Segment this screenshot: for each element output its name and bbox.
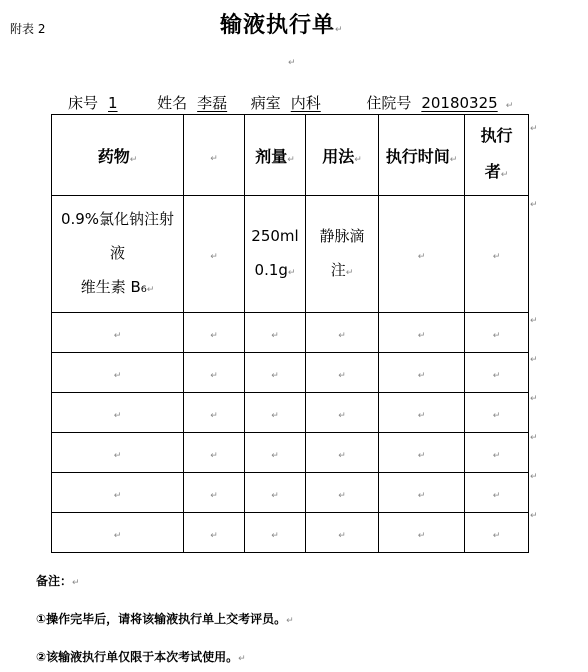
note-item: ①操作完毕后，请将该输液执行单上交考评员。↵ (36, 612, 294, 626)
bed-label: 床号 (68, 94, 99, 112)
executor-cell: ↵ (465, 196, 529, 313)
table-row: ↵ ↵ ↵ ↵ ↵ ↵ (52, 353, 529, 393)
table-row: ↵ ↵ ↵ ↵ ↵ ↵ (52, 433, 529, 473)
header-exec-time: 执行时间↵ (379, 115, 465, 196)
row-end-mark: ↵ (530, 124, 538, 134)
name-value: 李磊 (197, 94, 228, 112)
row-end-mark: ↵ (530, 200, 538, 210)
usage-line: 注↵ (330, 260, 354, 279)
drug-line: 液 (109, 243, 125, 262)
row-end-mark: ↵ (530, 355, 538, 365)
note-item: ②该输液执行单仅限于本次考试使用。↵ (36, 650, 246, 664)
header-executor: 执行 者↵ (465, 115, 529, 196)
dose-line: 250ml (251, 226, 299, 245)
exec-time-cell: ↵ (379, 196, 465, 313)
paragraph-mark: ↵ (288, 58, 296, 68)
infusion-table (51, 114, 529, 553)
header-dose: 剂量↵ (245, 115, 306, 196)
drug-line: 维生素 B₆↵ (80, 277, 155, 296)
dose-line: 0.1g↵ (254, 260, 296, 279)
row-end-mark: ↵ (530, 316, 538, 326)
usage-line: 静脉滴 (319, 226, 365, 245)
table-header-row (52, 115, 529, 196)
table-row: ↵ ↵ ↵ ↵ ↵ ↵ (52, 473, 529, 513)
header-usage: 用法↵ (306, 115, 379, 196)
row-end-mark: ↵ (530, 511, 538, 521)
row-end-mark: ↵ (530, 472, 538, 482)
notes-label: 备注：↵ (36, 574, 80, 588)
ward-label: 病室 (250, 94, 281, 112)
header-blank: ↵ (184, 115, 245, 196)
row-end-mark: ↵ (530, 394, 538, 404)
header-drug: 药物↵ (52, 115, 184, 196)
bed-value: 1 (108, 94, 118, 112)
dose-cell (245, 196, 306, 313)
table-row: ↵ ↵ ↵ ↵ ↵ ↵ (52, 513, 529, 553)
table-row: ↵ ↵ ↵ ↵ ↵ ↵ (52, 393, 529, 433)
ward-value: 内科 (290, 94, 321, 112)
page-title: 输液执行单↵ (220, 13, 344, 38)
table-row: ↵ ↵ ↵ ↵ ↵ ↵ (52, 313, 529, 353)
admission-label: 住院号 (366, 94, 412, 112)
name-label: 姓名 (157, 94, 188, 112)
drug-cell (52, 196, 184, 313)
row-end-mark: ↵ (530, 433, 538, 443)
drug-line: 0.9%氯化钠注射 (60, 209, 175, 228)
admission-value: 20180325 (421, 94, 498, 112)
patient-info-line (68, 92, 513, 113)
blank-cell: ↵ (184, 196, 245, 313)
appendix-label: 附表 2 (10, 22, 46, 36)
paragraph-mark: ↵ (505, 101, 514, 111)
table-row (52, 196, 529, 313)
paragraph-mark: ↵ (335, 25, 344, 35)
usage-cell (306, 196, 379, 313)
